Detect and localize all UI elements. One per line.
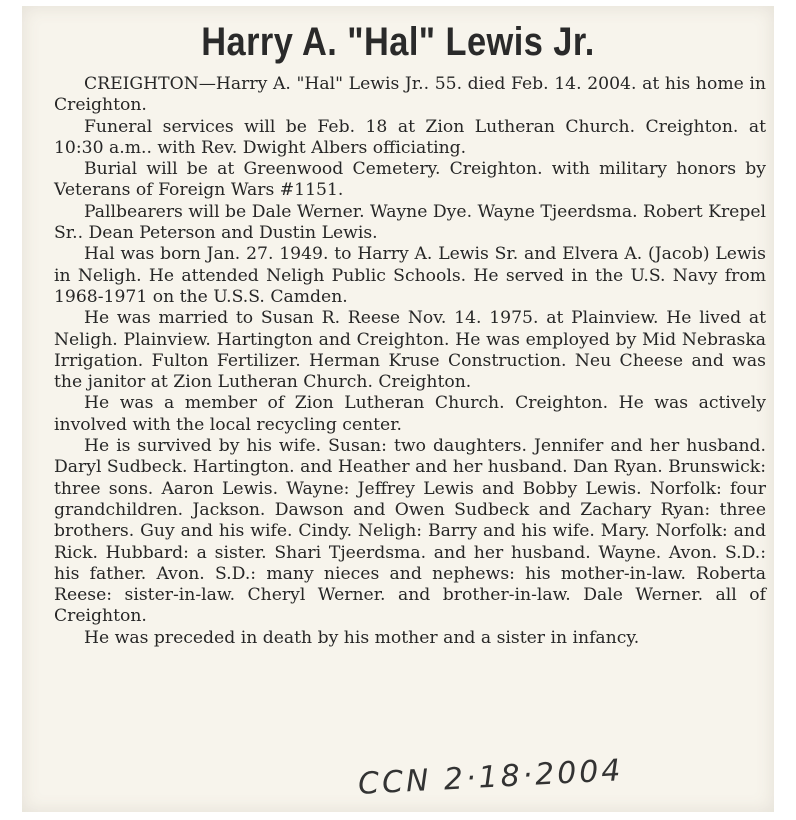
- obituary-body: [54, 74, 766, 649]
- newspaper-clipping: [22, 6, 774, 812]
- paragraph-marriage-employment: He was married to Susan R. Reese Nov. 14. 1975. at Plainview. He lived at Neligh. Plainview. Hartington and Creighton. He was employed by Mid Nebraska Irrigation. Fulton Fertilizer. Herman Kruse Construction. Neu Cheese and was the janitor at Zion Lutheran Church. Creighton.: [54, 308, 766, 393]
- paragraph-funeral: Funeral services will be Feb. 18 at Zion Lutheran Church. Creighton. at 10:30 a.m.. with Rev. Dwight Albers officiating.: [54, 116, 766, 158]
- obituary-headline: Harry A. "Hal" Lewis Jr.: [201, 20, 595, 64]
- paragraph-preceded: He was preceded in death by his mother and a sister in infancy.: [84, 627, 640, 648]
- paragraph-death-notice: CREIGHTON—Harry A. "Hal" Lewis Jr.. 55. died Feb. 14. 2004. at his home in Creighton.: [54, 74, 766, 116]
- paragraph-membership: He was a member of Zion Lutheran Church. Creighton. He was actively involved with the local recycling center.: [54, 393, 766, 435]
- paragraph-pallbearers: Pallbearers will be Dale Werner. Wayne Dye. Wayne Tjeerdsma. Robert Krepel Sr.. Dean Peterson and Dustin Lewis.: [54, 201, 766, 244]
- handwritten-date-note: CCN 2·18·2004: [357, 753, 625, 802]
- paragraph-burial: Burial will be at Greenwood Cemetery. Creighton. with military honors by Veterans of Foreign Wars #1151.: [54, 159, 766, 201]
- paragraph-birth: Hal was born Jan. 27. 1949. to Harry A. Lewis Sr. and Elvera A. (Jacob) Lewis in Neligh. He attended Neligh Public Schools. He served in the U.S. Navy from 1968-1971 on the U.S.S. Camden.: [54, 244, 766, 307]
- paragraph-survivors: He is survived by his wife. Susan: two daughters. Jennifer and her husband. Daryl Sudbeck. Hartington. and Heather and her husband. Dan Ryan. Brunswick: three sons. Aaron Lewis. Wayne: Jeffrey Lewis and Bobby Lewis. Norfolk: four grandchildren. Jackson. Dawson and Owen Sudbeck and Zachary Ryan: three brothers. Guy and his wife. Cindy. Neligh: Barry and his wife. Mary. Norfolk: and Rick. Hubbard: a sister. Shari Tjeerdsma. and her husband. Wayne. Avon. S.D.: his father. Avon. S.D.: many nieces and nephews: his mother-in-law. Roberta Reese: sister-in-law. Cheryl Werner. and brother-in-law. Dale Werner. all of Creighton.: [54, 436, 767, 627]
